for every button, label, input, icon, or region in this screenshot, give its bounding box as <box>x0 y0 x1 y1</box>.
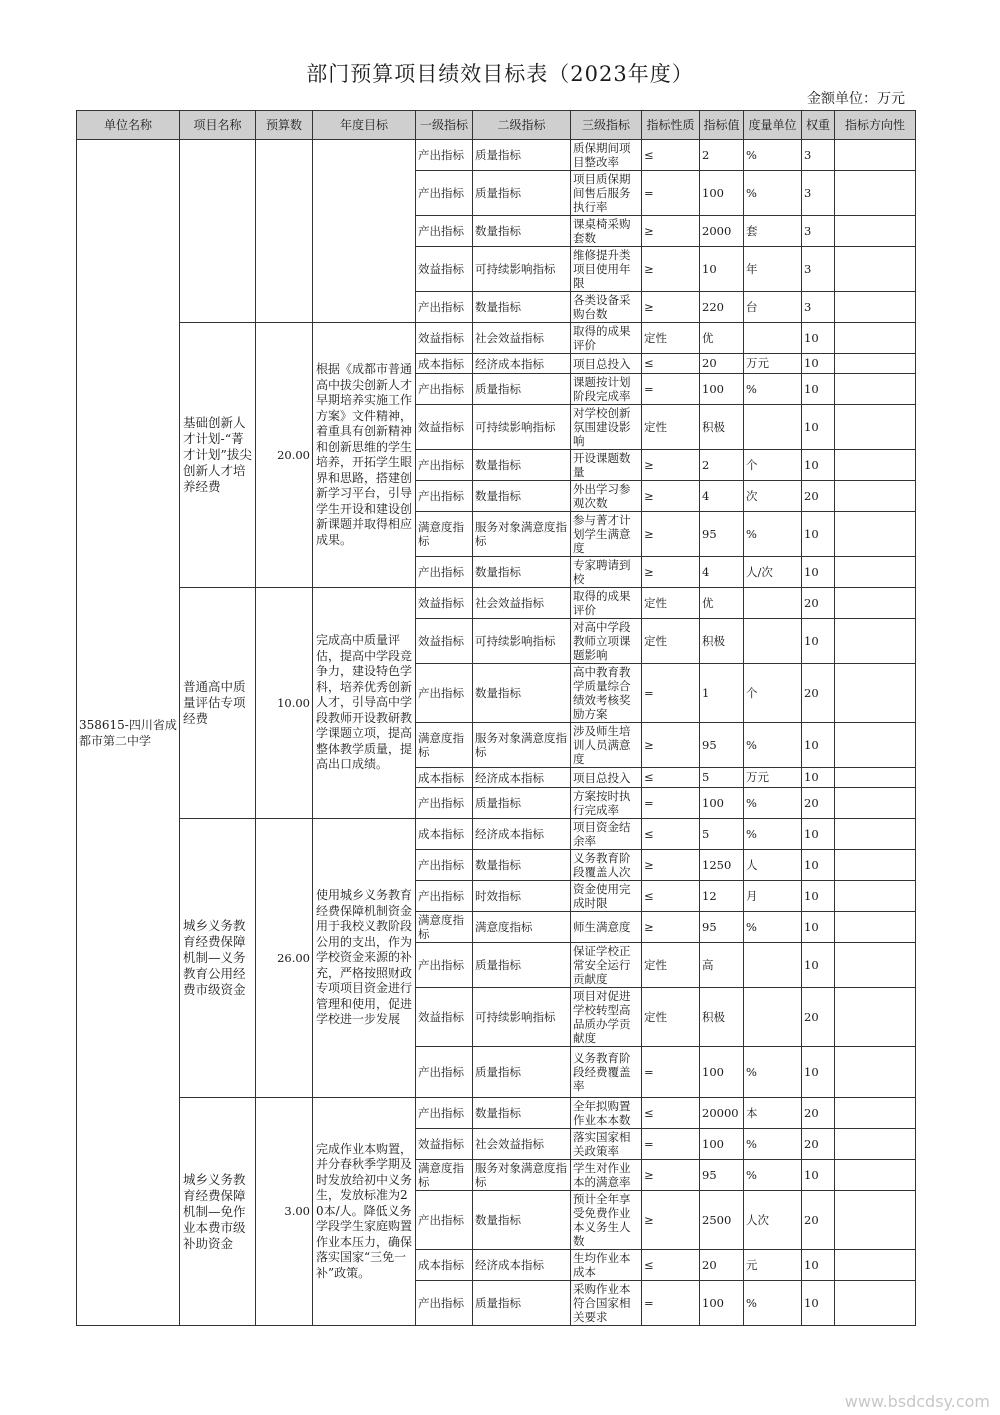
indicator-nature-cell: ≤ <box>642 881 700 912</box>
level2-indicator-cell: 可持续影响指标 <box>473 247 571 292</box>
measure-unit-cell: 个 <box>744 664 802 723</box>
level3-indicator-cell: 落实国家相关政策率 <box>571 1129 642 1160</box>
measure-unit-cell: 本 <box>744 1098 802 1129</box>
weight-cell: 10 <box>802 374 835 405</box>
level3-indicator-cell: 项目总投入 <box>571 354 642 374</box>
indicator-value-cell: 1250 <box>700 850 744 881</box>
indicator-value-cell: 20 <box>700 354 744 374</box>
level3-indicator-cell: 取得的成果评价 <box>571 323 642 354</box>
direction-cell <box>835 374 916 405</box>
level3-indicator-cell: 质保期间项目整改率 <box>571 140 642 171</box>
direction-cell <box>835 619 916 664</box>
direction-cell <box>835 1098 916 1129</box>
weight-cell: 3 <box>802 140 835 171</box>
level1-indicator-cell: 效益指标 <box>416 619 473 664</box>
level3-indicator-cell: 全年拟购置作业本本数 <box>571 1098 642 1129</box>
indicator-nature-cell: ≥ <box>642 1191 700 1250</box>
indicator-value-cell: 5 <box>700 819 744 850</box>
level1-indicator-cell: 产出指标 <box>416 171 473 216</box>
indicator-value-cell: 1 <box>700 664 744 723</box>
direction-cell <box>835 512 916 557</box>
level2-indicator-cell: 数量指标 <box>473 481 571 512</box>
measure-unit-cell: % <box>744 1281 802 1326</box>
direction-cell <box>835 1250 916 1281</box>
direction-cell <box>835 1129 916 1160</box>
indicator-nature-cell: ≥ <box>642 292 700 323</box>
measure-unit-cell: 套 <box>744 216 802 247</box>
measure-unit-cell: % <box>744 723 802 768</box>
level2-indicator-cell: 社会效益指标 <box>473 1129 571 1160</box>
table-body <box>77 140 916 1326</box>
direction-cell <box>835 819 916 850</box>
weight-cell: 20 <box>802 1098 835 1129</box>
weight-cell: 20 <box>802 988 835 1047</box>
direction-cell <box>835 943 916 988</box>
level1-indicator-cell: 产出指标 <box>416 881 473 912</box>
indicator-nature-cell: = <box>642 664 700 723</box>
level2-indicator-cell: 质量指标 <box>473 943 571 988</box>
level2-indicator-cell: 可持续影响指标 <box>473 619 571 664</box>
measure-unit-cell: % <box>744 819 802 850</box>
annual-goal-cell <box>313 140 416 323</box>
level1-indicator-cell: 效益指标 <box>416 988 473 1047</box>
level3-indicator-cell: 涉及师生培训人员满意度 <box>571 723 642 768</box>
indicator-nature-cell: 定性 <box>642 988 700 1047</box>
level3-indicator-cell: 开设课题数量 <box>571 450 642 481</box>
measure-unit-cell: % <box>744 374 802 405</box>
indicator-nature-cell: ≤ <box>642 768 700 788</box>
weight-cell: 10 <box>802 557 835 588</box>
indicator-nature-cell: 定性 <box>642 405 700 450</box>
level2-indicator-cell: 质量指标 <box>473 1281 571 1326</box>
level3-indicator-cell: 采购作业本符合国家相关要求 <box>571 1281 642 1326</box>
indicator-nature-cell: 定性 <box>642 323 700 354</box>
measure-unit-cell <box>744 943 802 988</box>
project-name-cell: 城乡义务教育经费保障机制—义务教育公用经费市级资金 <box>180 819 256 1098</box>
measure-unit-cell <box>744 619 802 664</box>
indicator-value-cell: 积极 <box>700 405 744 450</box>
indicator-value-cell: 10 <box>700 247 744 292</box>
measure-unit-cell: % <box>744 140 802 171</box>
weight-cell: 10 <box>802 323 835 354</box>
weight-cell: 10 <box>802 1281 835 1326</box>
level1-indicator-cell: 产出指标 <box>416 788 473 819</box>
level2-indicator-cell: 社会效益指标 <box>473 588 571 619</box>
direction-cell <box>835 723 916 768</box>
level3-indicator-cell: 预计全年享受免费作业本义务生人数 <box>571 1191 642 1250</box>
level2-indicator-cell: 服务对象满意度指标 <box>473 1160 571 1191</box>
project-name-cell: 普通高中质量评估专项经费 <box>180 588 256 819</box>
measure-unit-cell: 台 <box>744 292 802 323</box>
level2-indicator-cell: 质量指标 <box>473 171 571 216</box>
level2-indicator-cell: 质量指标 <box>473 788 571 819</box>
header-unit-name: 单位名称 <box>77 111 180 140</box>
level3-indicator-cell: 方案按时执行完成率 <box>571 788 642 819</box>
indicator-value-cell: 2500 <box>700 1191 744 1250</box>
level3-indicator-cell: 专家聘请到校 <box>571 557 642 588</box>
level3-indicator-cell: 项目质保期间售后服务执行率 <box>571 171 642 216</box>
measure-unit-cell: 年 <box>744 247 802 292</box>
level2-indicator-cell: 质量指标 <box>473 1047 571 1098</box>
measure-unit-cell <box>744 588 802 619</box>
direction-cell <box>835 588 916 619</box>
level2-indicator-cell: 数量指标 <box>473 1098 571 1129</box>
weight-cell: 10 <box>802 723 835 768</box>
budget-cell: 3.00 <box>256 1098 313 1326</box>
level1-indicator-cell: 成本指标 <box>416 768 473 788</box>
level3-indicator-cell: 义务教育阶段覆盖人次 <box>571 850 642 881</box>
level3-indicator-cell: 维修提升类项目使用年限 <box>571 247 642 292</box>
level1-indicator-cell: 产出指标 <box>416 140 473 171</box>
direction-cell <box>835 481 916 512</box>
weight-cell: 20 <box>802 481 835 512</box>
amount-unit-label: 金额单位：万元 <box>807 91 905 107</box>
level3-indicator-cell: 项目总投入 <box>571 768 642 788</box>
direction-cell <box>835 292 916 323</box>
level2-indicator-cell: 数量指标 <box>473 216 571 247</box>
indicator-value-cell: 100 <box>700 1281 744 1326</box>
indicator-nature-cell: ≥ <box>642 723 700 768</box>
level2-indicator-cell: 数量指标 <box>473 557 571 588</box>
measure-unit-cell <box>744 988 802 1047</box>
indicator-value-cell: 4 <box>700 481 744 512</box>
measure-unit-cell: 元 <box>744 1250 802 1281</box>
performance-target-table <box>76 110 916 1326</box>
measure-unit-cell: % <box>744 1160 802 1191</box>
direction-cell <box>835 405 916 450</box>
level2-indicator-cell: 经济成本指标 <box>473 1250 571 1281</box>
direction-cell <box>835 788 916 819</box>
level1-indicator-cell: 产出指标 <box>416 374 473 405</box>
weight-cell: 10 <box>802 819 835 850</box>
table-row <box>77 1098 916 1129</box>
level3-indicator-cell: 参与菁才计划学生满意度 <box>571 512 642 557</box>
level1-indicator-cell: 产出指标 <box>416 557 473 588</box>
indicator-value-cell: 220 <box>700 292 744 323</box>
level2-indicator-cell: 服务对象满意度指标 <box>473 512 571 557</box>
level3-indicator-cell: 项目资金结余率 <box>571 819 642 850</box>
indicator-value-cell: 100 <box>700 171 744 216</box>
header-weight: 权重 <box>802 111 835 140</box>
level3-indicator-cell: 义务教育阶段经费覆盖率 <box>571 1047 642 1098</box>
level1-indicator-cell: 产出指标 <box>416 216 473 247</box>
level1-indicator-cell: 产出指标 <box>416 450 473 481</box>
level1-indicator-cell: 产出指标 <box>416 943 473 988</box>
measure-unit-cell: % <box>744 171 802 216</box>
level3-indicator-cell: 保证学校正常安全运行贡献度 <box>571 943 642 988</box>
indicator-value-cell: 4 <box>700 557 744 588</box>
weight-cell: 3 <box>802 216 835 247</box>
weight-cell: 10 <box>802 1047 835 1098</box>
weight-cell: 20 <box>802 1129 835 1160</box>
level1-indicator-cell: 产出指标 <box>416 664 473 723</box>
project-name-cell: 城乡义务教育经费保障机制—免作业本费市级补助资金 <box>180 1098 256 1326</box>
direction-cell <box>835 912 916 943</box>
indicator-nature-cell: = <box>642 1281 700 1326</box>
indicator-value-cell: 优 <box>700 588 744 619</box>
level2-indicator-cell: 经济成本指标 <box>473 768 571 788</box>
weight-cell: 20 <box>802 788 835 819</box>
level1-indicator-cell: 效益指标 <box>416 1129 473 1160</box>
header-budget: 预算数 <box>256 111 313 140</box>
header-level3: 三级指标 <box>571 111 642 140</box>
annual-goal-cell: 完成高中质量评估，提高中学段竞争力，建设特色学科，培养优秀创新人才，引导高中学段教师开设教研教学课题立项，提高整体教学质量，提高出口成绩。 <box>313 588 416 819</box>
indicator-value-cell: 2 <box>700 450 744 481</box>
indicator-value-cell: 优 <box>700 323 744 354</box>
indicator-value-cell: 高 <box>700 943 744 988</box>
measure-unit-cell: % <box>744 788 802 819</box>
indicator-nature-cell: 定性 <box>642 619 700 664</box>
weight-cell: 3 <box>802 247 835 292</box>
measure-unit-cell: % <box>744 512 802 557</box>
table-row <box>77 819 916 850</box>
unit-name-cell: 358615-四川省成都市第二中学 <box>77 140 180 1326</box>
indicator-value-cell: 100 <box>700 1129 744 1160</box>
level1-indicator-cell: 产出指标 <box>416 1098 473 1129</box>
indicator-nature-cell: ≥ <box>642 1160 700 1191</box>
indicator-nature-cell: ≥ <box>642 450 700 481</box>
measure-unit-cell: % <box>744 912 802 943</box>
indicator-nature-cell: = <box>642 1047 700 1098</box>
level1-indicator-cell: 产出指标 <box>416 292 473 323</box>
table-row <box>77 140 916 171</box>
level1-indicator-cell: 效益指标 <box>416 405 473 450</box>
direction-cell <box>835 216 916 247</box>
direction-cell <box>835 1191 916 1250</box>
budget-cell: 10.00 <box>256 588 313 819</box>
level3-indicator-cell: 项目对促进学校转型高品质办学贡献度 <box>571 988 642 1047</box>
indicator-value-cell: 100 <box>700 374 744 405</box>
table-row <box>77 588 916 619</box>
level2-indicator-cell: 满意度指标 <box>473 912 571 943</box>
indicator-nature-cell: ≤ <box>642 354 700 374</box>
level3-indicator-cell: 取得的成果评价 <box>571 588 642 619</box>
weight-cell: 10 <box>802 354 835 374</box>
level2-indicator-cell: 数量指标 <box>473 292 571 323</box>
header-level2: 二级指标 <box>473 111 571 140</box>
weight-cell: 10 <box>802 881 835 912</box>
level1-indicator-cell: 产出指标 <box>416 1047 473 1098</box>
indicator-nature-cell: ≤ <box>642 1098 700 1129</box>
level2-indicator-cell: 服务对象满意度指标 <box>473 723 571 768</box>
level2-indicator-cell: 数量指标 <box>473 450 571 481</box>
level1-indicator-cell: 产出指标 <box>416 1281 473 1326</box>
level2-indicator-cell: 经济成本指标 <box>473 354 571 374</box>
indicator-nature-cell: ≤ <box>642 1250 700 1281</box>
indicator-value-cell: 95 <box>700 723 744 768</box>
project-name-cell <box>180 140 256 323</box>
measure-unit-cell <box>744 323 802 354</box>
indicator-nature-cell: = <box>642 374 700 405</box>
level3-indicator-cell: 高中教育教学质量综合绩效考核奖励方案 <box>571 664 642 723</box>
indicator-nature-cell: ≥ <box>642 912 700 943</box>
direction-cell <box>835 850 916 881</box>
weight-cell: 10 <box>802 512 835 557</box>
level2-indicator-cell: 社会效益指标 <box>473 323 571 354</box>
level1-indicator-cell: 产出指标 <box>416 850 473 881</box>
indicator-nature-cell: ≥ <box>642 850 700 881</box>
header-project-name: 项目名称 <box>180 111 256 140</box>
table-row <box>77 323 916 354</box>
level3-indicator-cell: 学生对作业本的满意率 <box>571 1160 642 1191</box>
level3-indicator-cell: 对学校创新氛围建设影响 <box>571 405 642 450</box>
level1-indicator-cell: 产出指标 <box>416 481 473 512</box>
weight-cell: 3 <box>802 292 835 323</box>
header-annual-goal: 年度目标 <box>313 111 416 140</box>
indicator-value-cell: 2000 <box>700 216 744 247</box>
direction-cell <box>835 171 916 216</box>
indicator-value-cell: 100 <box>700 1047 744 1098</box>
indicator-nature-cell: ≥ <box>642 216 700 247</box>
direction-cell <box>835 354 916 374</box>
indicator-value-cell: 95 <box>700 1160 744 1191</box>
direction-cell <box>835 323 916 354</box>
direction-cell <box>835 664 916 723</box>
indicator-value-cell: 95 <box>700 912 744 943</box>
indicator-nature-cell: ≤ <box>642 819 700 850</box>
indicator-nature-cell: ≥ <box>642 481 700 512</box>
level1-indicator-cell: 满意度指标 <box>416 912 473 943</box>
weight-cell: 20 <box>802 588 835 619</box>
level2-indicator-cell: 数量指标 <box>473 664 571 723</box>
measure-unit-cell: 万元 <box>744 354 802 374</box>
level1-indicator-cell: 满意度指标 <box>416 512 473 557</box>
weight-cell: 10 <box>802 405 835 450</box>
header-nature: 指标性质 <box>642 111 700 140</box>
weight-cell: 10 <box>802 943 835 988</box>
measure-unit-cell: % <box>744 1129 802 1160</box>
level1-indicator-cell: 成本指标 <box>416 819 473 850</box>
page-title: 部门预算项目绩效目标表（2023年度） <box>306 62 694 86</box>
indicator-value-cell: 5 <box>700 768 744 788</box>
indicator-value-cell: 20 <box>700 1250 744 1281</box>
annual-goal-cell: 根据《成都市普通高中拔尖创新人才早期培养实施工作方案》文件精神，着重具有创新精神和创新思维的学生培养，开拓学生眼界和思路，搭建创新学习平台，引导学生开设和建设创新课题并取得相应成果。 <box>313 323 416 588</box>
weight-cell: 10 <box>802 619 835 664</box>
level1-indicator-cell: 成本指标 <box>416 1250 473 1281</box>
header-direction: 指标方向性 <box>835 111 916 140</box>
direction-cell <box>835 768 916 788</box>
level2-indicator-cell: 质量指标 <box>473 374 571 405</box>
level3-indicator-cell: 资金使用完成时限 <box>571 881 642 912</box>
direction-cell <box>835 1160 916 1191</box>
indicator-nature-cell: = <box>642 1129 700 1160</box>
level2-indicator-cell: 经济成本指标 <box>473 819 571 850</box>
direction-cell <box>835 1047 916 1098</box>
table-header-row <box>77 111 916 140</box>
measure-unit-cell: 月 <box>744 881 802 912</box>
budget-cell: 20.00 <box>256 323 313 588</box>
measure-unit-cell: 万元 <box>744 768 802 788</box>
weight-cell: 3 <box>802 171 835 216</box>
level2-indicator-cell: 数量指标 <box>473 850 571 881</box>
weight-cell: 20 <box>802 664 835 723</box>
indicator-nature-cell: ≥ <box>642 557 700 588</box>
direction-cell <box>835 140 916 171</box>
weight-cell: 10 <box>802 1250 835 1281</box>
indicator-nature-cell: = <box>642 788 700 819</box>
budget-cell <box>256 140 313 323</box>
level1-indicator-cell: 效益指标 <box>416 323 473 354</box>
budget-cell: 26.00 <box>256 819 313 1098</box>
level1-indicator-cell: 满意度指标 <box>416 723 473 768</box>
measure-unit-cell: 个 <box>744 450 802 481</box>
level1-indicator-cell: 成本指标 <box>416 354 473 374</box>
indicator-value-cell: 2 <box>700 140 744 171</box>
measure-unit-cell: 人/次 <box>744 557 802 588</box>
project-name-cell: 基础创新人才计划-“菁才计划”拔尖创新人才培养经费 <box>180 323 256 588</box>
weight-cell: 10 <box>802 450 835 481</box>
level3-indicator-cell: 课题按计划阶段完成率 <box>571 374 642 405</box>
direction-cell <box>835 247 916 292</box>
weight-cell: 10 <box>802 912 835 943</box>
indicator-value-cell: 积极 <box>700 988 744 1047</box>
indicator-nature-cell: ≤ <box>642 140 700 171</box>
level2-indicator-cell: 可持续影响指标 <box>473 988 571 1047</box>
level2-indicator-cell: 数量指标 <box>473 1191 571 1250</box>
level3-indicator-cell: 课桌椅采购套数 <box>571 216 642 247</box>
level1-indicator-cell: 效益指标 <box>416 247 473 292</box>
weight-cell: 10 <box>802 768 835 788</box>
level3-indicator-cell: 各类设备采购台数 <box>571 292 642 323</box>
direction-cell <box>835 450 916 481</box>
level3-indicator-cell: 师生满意度 <box>571 912 642 943</box>
level2-indicator-cell: 时效指标 <box>473 881 571 912</box>
level1-indicator-cell: 效益指标 <box>416 588 473 619</box>
indicator-value-cell: 20000 <box>700 1098 744 1129</box>
header-value: 指标值 <box>700 111 744 140</box>
indicator-value-cell: 100 <box>700 788 744 819</box>
indicator-nature-cell: ≥ <box>642 247 700 292</box>
indicator-value-cell: 积极 <box>700 619 744 664</box>
level2-indicator-cell: 质量指标 <box>473 140 571 171</box>
direction-cell <box>835 1281 916 1326</box>
level3-indicator-cell: 生均作业本成本 <box>571 1250 642 1281</box>
level2-indicator-cell: 可持续影响指标 <box>473 405 571 450</box>
indicator-nature-cell: 定性 <box>642 588 700 619</box>
header-measure-unit: 度量单位 <box>744 111 802 140</box>
measure-unit-cell <box>744 405 802 450</box>
header-level1: 一级指标 <box>416 111 473 140</box>
measure-unit-cell: 次 <box>744 481 802 512</box>
indicator-value-cell: 95 <box>700 512 744 557</box>
watermark: www.bsdcdsy.com <box>844 1392 990 1411</box>
measure-unit-cell: % <box>744 1047 802 1098</box>
weight-cell: 20 <box>802 1191 835 1250</box>
level1-indicator-cell: 满意度指标 <box>416 1160 473 1191</box>
indicator-nature-cell: ≥ <box>642 512 700 557</box>
measure-unit-cell: 人次 <box>744 1191 802 1250</box>
annual-goal-cell: 完成作业本购置，并分春秋季学期及时发放给初中义务生，发放标准为20本/人。降低义务学段学生家庭购置作业本压力，确保落实国家“三免一补”政策。 <box>313 1098 416 1326</box>
level1-indicator-cell: 产出指标 <box>416 1191 473 1250</box>
level3-indicator-cell: 外出学习参观次数 <box>571 481 642 512</box>
direction-cell <box>835 988 916 1047</box>
direction-cell <box>835 557 916 588</box>
indicator-value-cell: 12 <box>700 881 744 912</box>
weight-cell: 10 <box>802 850 835 881</box>
annual-goal-cell: 使用城乡义务教育经费保障机制资金用于我校义教阶段公用的支出，作为学校资金来源的补充，严格按照财政专项项目资金进行管理和使用，促进学校进一步发展 <box>313 819 416 1098</box>
indicator-nature-cell: 定性 <box>642 943 700 988</box>
indicator-nature-cell: = <box>642 171 700 216</box>
weight-cell: 10 <box>802 1160 835 1191</box>
level3-indicator-cell: 对高中学段教师立项课题影响 <box>571 619 642 664</box>
direction-cell <box>835 881 916 912</box>
measure-unit-cell: 人 <box>744 850 802 881</box>
